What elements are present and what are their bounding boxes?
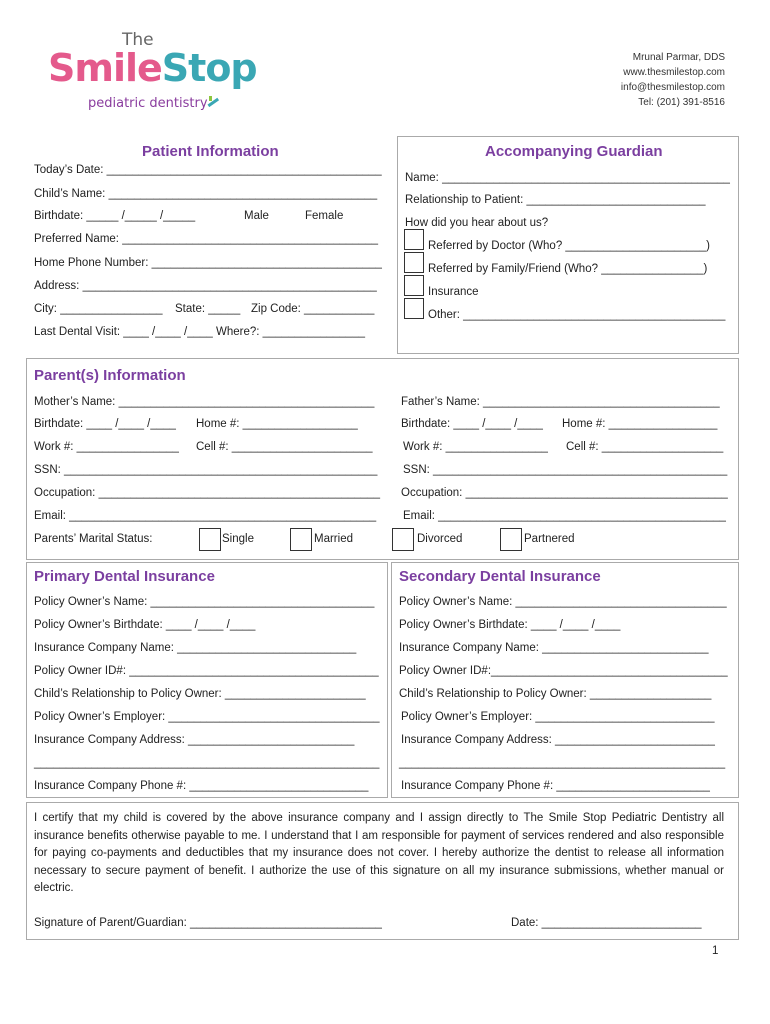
father-ssn-field[interactable]: SSN: ______________________________________________ (403, 464, 728, 476)
primary-heading: Primary Dental Insurance (34, 568, 215, 585)
patient-heading: Patient Information (142, 143, 279, 160)
logo-stop: Stop (161, 46, 257, 90)
primary-id-field[interactable]: Policy Owner ID#: _______________________________________ (34, 665, 379, 677)
last-visit-field[interactable]: Last Dental Visit: ____ /____ /____ Where?: ________________ (34, 326, 365, 338)
primary-relationship-field[interactable]: Child’s Relationship to Policy Owner: ______________________ (34, 688, 366, 700)
male-option[interactable]: Male (244, 210, 269, 222)
father-work-field[interactable]: Work #: ________________ (403, 441, 548, 453)
home-phone-field[interactable]: Home Phone Number: ____________________________________ (34, 257, 382, 269)
secondary-address-line2[interactable]: ___________________________________________________ (399, 757, 726, 769)
address-field[interactable]: Address: ______________________________________________ (34, 280, 377, 292)
secondary-birthdate-field[interactable]: Policy Owner’s Birthdate: ____ /____ /____ (399, 619, 621, 631)
married-label: Married (314, 533, 353, 545)
logo-the: The (122, 30, 154, 50)
zip-field[interactable]: Zip Code: ___________ (251, 303, 375, 315)
mother-email-field[interactable]: Email: ________________________________________________ (34, 510, 377, 522)
mother-birthdate-field[interactable]: Birthdate: ____ /____ /____ (34, 418, 176, 430)
mother-home-field[interactable]: Home #: __________________ (196, 418, 358, 430)
secondary-company-field[interactable]: Insurance Company Name: __________________________ (399, 642, 709, 654)
secondary-heading: Secondary Dental Insurance (399, 568, 601, 585)
todays-date-field[interactable]: Today’s Date: ___________________________________________ (34, 164, 382, 176)
primary-birthdate-field[interactable]: Policy Owner’s Birthdate: ____ /____ /____ (34, 619, 256, 631)
secondary-owner-field[interactable]: Policy Owner’s Name: _________________________________ (399, 596, 727, 608)
insurance-checkbox[interactable] (404, 275, 424, 296)
contact-web: www.thesmilestop.com (623, 67, 725, 78)
marital-status-label: Parents’ Marital Status: (34, 533, 153, 545)
referred-doctor-checkbox[interactable] (404, 229, 424, 250)
guardian-heading: Accompanying Guardian (485, 143, 663, 160)
contact-name: Mrunal Parmar, DDS (632, 52, 725, 63)
mother-ssn-field[interactable]: SSN: _________________________________________________ (34, 464, 378, 476)
primary-owner-field[interactable]: Policy Owner’s Name: ___________________________________ (34, 596, 375, 608)
referred-family-label: Referred by Family/Friend (Who? ________________) (428, 263, 708, 275)
secondary-id-field[interactable]: Policy Owner ID#:_____________________________________ (399, 665, 728, 677)
mother-work-field[interactable]: Work #: ________________ (34, 441, 179, 453)
divorced-label: Divorced (417, 533, 463, 545)
primary-company-field[interactable]: Insurance Company Name: ____________________________ (34, 642, 357, 654)
parents-heading: Parent(s) Information (34, 367, 186, 384)
secondary-phone-field[interactable]: Insurance Company Phone #: ________________________ (401, 780, 710, 792)
primary-phone-field[interactable]: Insurance Company Phone #: ____________________________ (34, 780, 369, 792)
father-birthdate-field[interactable]: Birthdate: ____ /____ /____ (401, 418, 543, 430)
preferred-name-field[interactable]: Preferred Name: ________________________________________ (34, 233, 379, 245)
state-field[interactable]: State: _____ (175, 303, 241, 315)
primary-address-line2[interactable]: ______________________________________________________ (34, 757, 380, 769)
female-option[interactable]: Female (305, 210, 344, 222)
single-checkbox[interactable] (199, 528, 221, 551)
mother-occupation-field[interactable]: Occupation: ____________________________________________ (34, 487, 380, 499)
logo-smile: Smile (48, 46, 162, 90)
partnered-checkbox[interactable] (500, 528, 522, 551)
parents-box (26, 358, 739, 560)
insurance-label: Insurance (428, 286, 479, 298)
signature-date-field[interactable]: Date: _________________________ (511, 917, 702, 929)
contact-block (621, 50, 725, 110)
child-name-field[interactable]: Child’s Name: __________________________________________ (34, 188, 378, 200)
father-cell-field[interactable]: Cell #: ___________________ (566, 441, 724, 453)
toothbrush-icon (205, 92, 221, 108)
birthdate-field[interactable]: Birthdate: _____ /_____ /_____ (34, 210, 196, 222)
other-field[interactable]: Other: _________________________________________ (428, 309, 726, 321)
father-name-field[interactable]: Father’s Name: _____________________________________ (401, 396, 720, 408)
father-email-field[interactable]: Email: _____________________________________________ (403, 510, 726, 522)
mother-cell-field[interactable]: Cell #: ______________________ (196, 441, 373, 453)
father-home-field[interactable]: Home #: _________________ (562, 418, 718, 430)
secondary-relationship-field[interactable]: Child’s Relationship to Policy Owner: ___________________ (399, 688, 712, 700)
mother-name-field[interactable]: Mother’s Name: ________________________________________ (34, 396, 375, 408)
logo-wordmark (48, 46, 257, 90)
guardian-name-field[interactable]: Name: _____________________________________________ (405, 172, 730, 184)
relationship-field[interactable]: Relationship to Patient: ____________________________ (405, 194, 706, 206)
married-checkbox[interactable] (290, 528, 312, 551)
single-label: Single (222, 533, 254, 545)
referred-family-checkbox[interactable] (404, 252, 424, 273)
other-checkbox[interactable] (404, 298, 424, 319)
city-field[interactable]: City: ________________ (34, 303, 163, 315)
referred-doctor-label: Referred by Doctor (Who? ______________________) (428, 240, 710, 252)
partnered-label: Partnered (524, 533, 575, 545)
father-occupation-field[interactable]: Occupation: _________________________________________ (401, 487, 728, 499)
divorced-checkbox[interactable] (392, 528, 414, 551)
contact-tel: Tel: (201) 391-8516 (638, 97, 725, 108)
page-number: 1 (712, 945, 719, 957)
primary-address-field[interactable]: Insurance Company Address: __________________________ (34, 734, 355, 746)
hear-about-label: How did you hear about us? (405, 217, 549, 229)
secondary-employer-field[interactable]: Policy Owner’s Employer: ____________________________ (401, 711, 715, 723)
contact-email: info@thesmilestop.com (620, 82, 725, 93)
logo-subtitle: pediatric dentistry (88, 96, 208, 111)
primary-employer-field[interactable]: Policy Owner’s Employer: _________________________________ (34, 711, 380, 723)
secondary-address-field[interactable]: Insurance Company Address: _________________________ (401, 734, 715, 746)
signature-field[interactable]: Signature of Parent/Guardian: ______________________________ (34, 917, 382, 929)
certification-text: I certify that my child is covered by the above insurance company and I assign directly to The Smile Stop Pediatric Dentistry all insurance benefits otherwise payable to me. I understand that I am responsible for payment of services rendered and also responsible for paying co-payments and deductibles that my insurance does not cover. I hereby authorize the dentist to release all information necessary to secure payment of benefit. I authorize the use of this signature on all my insurance submissions, whether manual or electric. (34, 812, 724, 894)
